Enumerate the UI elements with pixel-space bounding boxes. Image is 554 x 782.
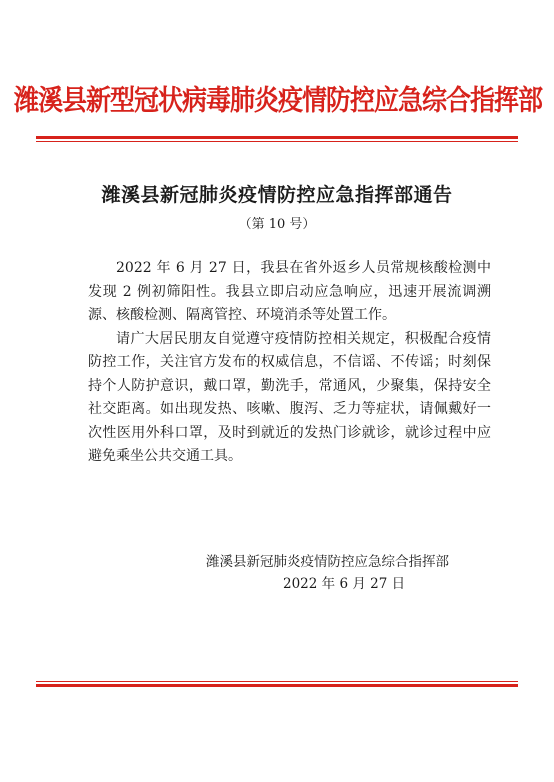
bottom-red-rule-thin <box>36 681 518 682</box>
top-red-rule-thin <box>36 141 518 142</box>
notice-title: 潍溪县新冠肺炎疫情防控应急指挥部通告 <box>101 184 453 206</box>
body-paragraph-1: 2022 年 6 月 27 日，我县在省外返乡人员常规核酸检测中发现 2 例初筛阳性。我县立即启动应急响应，迅速开展流调溯源、核酸检测、隔离管控、环境消杀等处置工作。 <box>88 260 491 323</box>
body-paragraph-2: 请广大居民朋友自觉遵守疫情防控相关规定，积极配合疫情防控工作，关注官方发布的权威信息，不信谣、不传谣；时刻保持个人防护意识，戴口罩，勤洗手，常通风，少聚集，保持安全社交距离。如出现发热、咳嗽、腹泻、乏力等症状，请佩戴好一次性医用外科口罩，及时到就近的发热门诊就诊，就诊过程中应避免乘坐公共交通工具。 <box>88 330 491 464</box>
top-red-rule-thick <box>36 136 518 139</box>
notice-body <box>88 257 491 469</box>
notice-number: （第 10 号） <box>238 217 316 232</box>
bottom-red-rule-thick <box>36 684 518 687</box>
signature-organization: 潍溪县新冠肺炎疫情防控应急综合指挥部 <box>206 554 449 570</box>
signature-date: 2022 年 6 月 27 日 <box>283 576 406 592</box>
masthead-title: 潍溪县新型冠状病毒肺炎疫情防控应急综合指挥部 <box>14 83 543 117</box>
